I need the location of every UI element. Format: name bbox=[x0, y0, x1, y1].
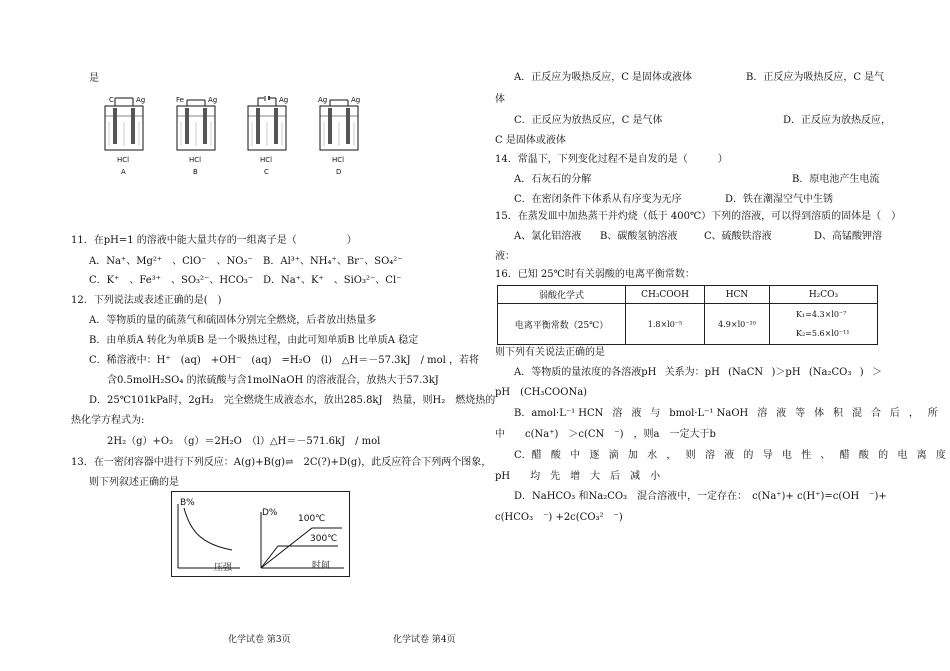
graph2-label-300: 300℃ bbox=[310, 534, 338, 544]
q11-option-c: C．K⁺ 、Fe³⁺ 、SO₃²⁻、HCO₃⁻ bbox=[89, 275, 254, 286]
q16-option-c-part: 的 bbox=[743, 450, 754, 461]
q16-option-a-part: ) bbox=[859, 367, 864, 378]
q16-option-d-line2: c(HCO₃ ⁻) +2c(CO₃² ⁻) bbox=[495, 512, 623, 523]
beaker-a-label: A bbox=[121, 168, 126, 176]
graph1-ylabel: B% bbox=[180, 498, 195, 508]
table-header-cell: 弱酸化学式 bbox=[498, 286, 626, 304]
q16-option-b-part: 积 bbox=[833, 408, 844, 419]
ionization-constant-table bbox=[497, 285, 878, 345]
q13-option-c: C．正反应为放热反应，C 是气体 bbox=[514, 115, 663, 126]
beaker-d-electrode-right: Ag bbox=[351, 96, 361, 104]
table-header-cell: H₂CO₃ bbox=[770, 286, 878, 304]
q12-option-c-line1: C．稀溶液中：H⁺ (aq) +OH⁻ (aq) =H₂O (l) △H＝－57.3kJ / mol ，若将 bbox=[89, 355, 480, 366]
q16-option-c-part: 、 bbox=[820, 450, 831, 461]
q16-option-c-part: 液 bbox=[724, 450, 735, 461]
q16-option-b-line1 bbox=[514, 407, 938, 420]
q12-option-d-line2: 热化学方程式为: bbox=[71, 415, 145, 426]
beaker-c-drawing bbox=[243, 96, 293, 154]
q16-option-a-line1 bbox=[514, 366, 882, 379]
q16-option-c-part: 电 bbox=[781, 450, 792, 461]
beaker-a-drawing bbox=[100, 96, 150, 154]
q16-option-c-part: 中 bbox=[570, 450, 581, 461]
beaker-a-electrolyte: HCl bbox=[117, 156, 130, 164]
q15-stem: 15．在蒸发皿中加热蒸干并灼烧（低于 400℃）下列的溶液，可以得到溶质的固体是（ ） bbox=[495, 211, 902, 222]
graph1-curve bbox=[184, 508, 232, 550]
graph1-xlabel: 压强 bbox=[214, 563, 233, 573]
beaker-d-electrolyte: HCl bbox=[332, 156, 345, 164]
q16-option-c-line2: pH 均 先 增 大 后 减 小 bbox=[495, 471, 661, 482]
q14-option-a: A．石灰石的分解 bbox=[514, 174, 592, 185]
table-header-cell: CH₃COOH bbox=[626, 286, 705, 304]
q16-option-b-part: 溶 bbox=[612, 408, 623, 419]
q16-option-b-part: 与 bbox=[650, 408, 661, 419]
beaker-figures bbox=[100, 96, 370, 178]
q15-option-d: D、高锰酸钾溶 bbox=[814, 231, 883, 242]
q16-option-b-part: 后 bbox=[889, 408, 900, 419]
table-cell-h2co3 bbox=[770, 304, 878, 345]
table-header-cell: HCN bbox=[705, 286, 770, 304]
q13-option-d-cont: C 是固体或液体 bbox=[495, 135, 566, 146]
table-cell-k2: K₂=5.6×l0⁻¹¹ bbox=[796, 329, 850, 338]
table-header-row bbox=[498, 286, 878, 304]
beaker-a-electrode-right: Ag bbox=[136, 96, 146, 104]
beaker-b-electrolyte: HCl bbox=[189, 156, 202, 164]
q15-option-b: B、碳酸氢钠溶液 bbox=[600, 231, 678, 242]
q13-option-a: A．正反应为吸热反应，C 是固体或液体 bbox=[514, 72, 693, 83]
q13-stem-line2: 则下列叙述正确的是 bbox=[89, 477, 179, 488]
beaker-c-electrolyte: HCl bbox=[260, 156, 273, 164]
table-row-label: 电离平衡常数（25℃） bbox=[498, 304, 626, 345]
q11-option-b: B．Al³⁺、NH₄⁺、Br⁻、SO₄²⁻ bbox=[263, 256, 403, 267]
q12-stem: 12．下列说法或表述正确的是( ) bbox=[71, 295, 222, 306]
q16-lead: 则下列有关说法正确的是 bbox=[495, 347, 605, 358]
q16-option-b-part: 液 bbox=[631, 408, 642, 419]
q16-stem: 16．已知 25℃时有关弱酸的电离平衡常数： bbox=[495, 269, 695, 280]
q12-option-d-line1: D．25℃101kPa时，2gH₂ 完全燃烧生成液态水，放出285.8kJ 热量，则H₂ 燃烧热的 bbox=[89, 395, 496, 406]
q16-option-c-part: 酸 bbox=[858, 450, 869, 461]
beaker-b-label: B bbox=[193, 168, 198, 176]
q16-option-b-part: 所 bbox=[927, 408, 938, 419]
beaker-d-drawing bbox=[315, 96, 365, 154]
beaker-c bbox=[243, 96, 293, 178]
table-cell-hcn: 4.9×l0⁻¹⁰ bbox=[705, 304, 770, 345]
q16-option-c-part: 滴 bbox=[608, 450, 619, 461]
q16-option-a-part: )＞pH bbox=[771, 367, 801, 378]
footer-page-3: 化学试卷 第3页 bbox=[228, 635, 291, 645]
q16-option-c-part: 水 bbox=[647, 450, 658, 461]
beaker-d bbox=[315, 96, 365, 178]
q16-option-a-part: A．等物质的量浓度的各溶液pH bbox=[514, 367, 657, 378]
q12-option-b: B．由单质A 转化为单质B 是一个吸热过程，由此可知单质B 比单质A 稳定 bbox=[89, 335, 419, 346]
q16-option-c-part: 逐 bbox=[589, 450, 600, 461]
q15-option-d-cont: 液： bbox=[495, 251, 515, 262]
footer-page-4: 化学试卷 第4页 bbox=[393, 635, 456, 645]
q13-option-d: D．正反应为放热反应， bbox=[783, 115, 892, 126]
q13-graphs bbox=[171, 491, 350, 577]
beaker-b-electrode-right: Ag bbox=[208, 96, 218, 104]
beaker-b-drawing bbox=[172, 96, 222, 154]
q16-option-a-part: (Na₂CO₃ bbox=[808, 367, 852, 378]
q14-option-d: D．铁在潮湿空气中生锈 bbox=[725, 194, 834, 205]
q16-option-c-part: 则 bbox=[685, 450, 696, 461]
q13-stem-line1: 13．在一密闭容器中进行下列反应：A(g)+B(g)⇌ 2C(?)+D(g)，此反应符合下列两个图象， bbox=[71, 457, 492, 468]
q16-option-c-part: 溶 bbox=[704, 450, 715, 461]
q16-option-a-line2: pH (CH₃COONa) bbox=[495, 387, 588, 398]
beaker-c-electrode-right: Ag bbox=[279, 96, 289, 104]
q12-equation: 2H₂（g）+O₂ （g）＝2H₂O （l）△H＝－571.6kJ / mol bbox=[107, 436, 381, 447]
q16-option-b-line2: 中 c(Na⁺) ＞c(CN ⁻) ，则a 一定大于b bbox=[495, 429, 716, 440]
beaker-d-electrode-left: Ag bbox=[318, 96, 328, 104]
q16-option-b-part: 合 bbox=[870, 408, 881, 419]
beaker-b bbox=[172, 96, 222, 178]
q12-option-c-line2: 含0.5molH₂SO₄ 的浓硫酸与含1molNaOH 的溶液混合，放热大于57.3kJ bbox=[107, 375, 439, 386]
q15-option-c: C、硫酸铁溶液 bbox=[704, 231, 772, 242]
beaker-a-electrode-left: C bbox=[109, 96, 114, 104]
q11-stem: 11．在pH=1 的溶液中能大量共存的一组离子是（ ） bbox=[71, 235, 357, 246]
table-row bbox=[498, 304, 878, 345]
q16-option-c-part: 电 bbox=[897, 450, 908, 461]
q16-option-c-part: C．醋 bbox=[514, 450, 542, 461]
q16-option-c-part: 酸 bbox=[550, 450, 561, 461]
graph2-xlabel: 时间 bbox=[312, 561, 331, 571]
q16-option-c-part: 离 bbox=[916, 450, 927, 461]
q16-option-b-part: bmol·L⁻¹ NaOH bbox=[669, 408, 749, 419]
q16-option-c-part: 加 bbox=[627, 450, 638, 461]
q14-option-c: C．在密闭条件下体系从有序变为无序 bbox=[514, 194, 682, 205]
q16-option-b-part: 体 bbox=[814, 408, 825, 419]
q16-option-b-part: ， bbox=[908, 408, 919, 419]
graph2-ylabel: D% bbox=[262, 508, 278, 518]
q14-stem: 14．常温下，下列变化过程不是自发的是（ ） bbox=[495, 154, 728, 165]
q16-option-b-part: 混 bbox=[851, 408, 862, 419]
q11-option-a: A．Na⁺、Mg²⁺ 、ClO⁻ 、NO₃⁻ bbox=[89, 256, 253, 267]
q16-option-d-line1: D．NaHCO₃ 和Na₂CO₃ 混合溶液中，一定存在： c(Na⁺)+ c(H⁺)=c(OH ⁻)+ bbox=[514, 491, 887, 502]
beaker-c-label: C bbox=[264, 168, 269, 176]
q16-option-a-part: 关系为：pH bbox=[664, 367, 720, 378]
table-cell-ch3cooh: 1.8×l0⁻⁵ bbox=[626, 304, 705, 345]
q13-option-b-cont: 体 bbox=[495, 94, 505, 105]
q16-option-a-part: (NaCN bbox=[728, 367, 764, 378]
q11-option-d: D．Na⁺、K⁺ 、SiO₃²⁻、Cl⁻ bbox=[263, 275, 402, 286]
q16-option-c-part: 性 bbox=[801, 450, 812, 461]
q12-option-a: A．等物质的量的硫蒸气和硫固体分别完全燃烧，后者放出热量多 bbox=[89, 315, 377, 326]
q16-option-c-part: 导 bbox=[762, 450, 773, 461]
q16-option-c-line1 bbox=[514, 449, 946, 462]
beaker-d-label: D bbox=[336, 168, 342, 176]
table-cell-k1: K₁=4.3×l0⁻⁷ bbox=[796, 310, 847, 319]
q13-option-b: B．正反应为吸热反应，C 是气 bbox=[746, 72, 885, 83]
intro-text: 是 bbox=[89, 73, 99, 84]
beaker-b-electrode-left: Fe bbox=[176, 96, 184, 104]
q16-option-b-part: B．amol·L⁻¹ HCN bbox=[514, 408, 604, 419]
q16-option-c-part: 度 bbox=[935, 450, 946, 461]
q16-option-b-part: 溶 bbox=[757, 408, 768, 419]
q16-option-c-part: 醋 bbox=[839, 450, 850, 461]
q15-option-a: A、氯化铝溶液 bbox=[514, 231, 582, 242]
beaker-a bbox=[100, 96, 150, 178]
graph2-label-100: 100℃ bbox=[298, 514, 326, 524]
q16-option-c-part: 的 bbox=[878, 450, 889, 461]
q14-option-b: B．原电池产生电流 bbox=[792, 174, 880, 185]
q16-option-c-part: ， bbox=[666, 450, 677, 461]
q16-option-b-part: 等 bbox=[795, 408, 806, 419]
q16-option-b-part: 液 bbox=[776, 408, 787, 419]
q16-option-a-part: ＞ bbox=[871, 367, 882, 378]
